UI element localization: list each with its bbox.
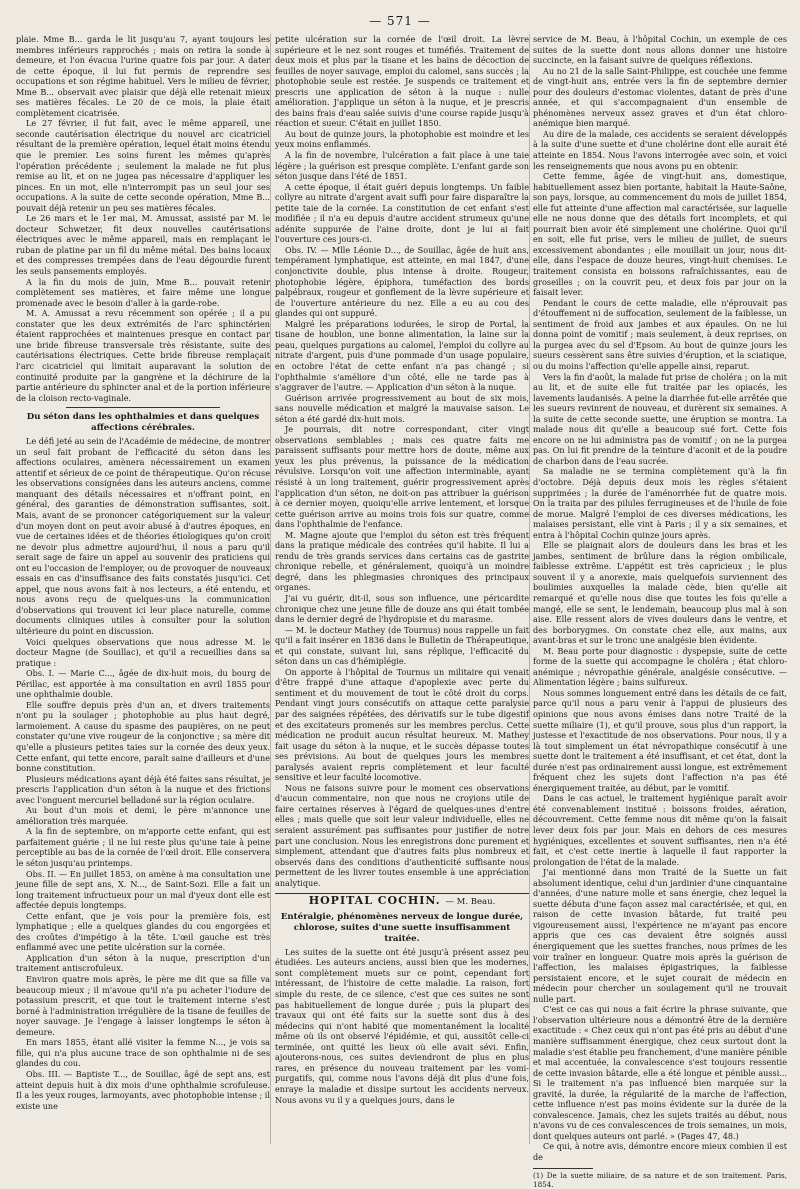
paragraph: Environ quatre mois après, le père me dit que sa fille va beaucoup mieux ; il m'avoue qu'il n'a pu acheter l'iodure de potassium prescrit, et que tout le traitement interne s'est borné à l'administration irrégulière de la tisane de feuilles de noyer sauvage. Je l'engage à laisser longtemps le séton à demeure. <box>16 974 270 1037</box>
paragraph: J'ai mentionné dans mon Traité de la Suette un fait absolument identique, celui d'un jardinier d'une cinquantaine d'années, d'une nature molle et sans énergie, chez lequel la suette débuta d'une façon assez mal caractérisée, et qui, en raison de cette invasion bâtarde, fut traité peu vigoureusement aussi, l'expérience ne m'ayant pas encore appris que ces cas devaient être soignés aussi énergiquement que les suettes franches, nous prîmes de les voir traîner en longueur. Quatre mois après la guérison de l'affection, les malaises épigastriques, la faiblesse persistaient encore, et le sujet courait de médecin en médecin pour chercher un soulagement qu'il ne trouvait nulle part. <box>533 867 787 1004</box>
paragraph: Nous sommes longuement entré dans les détails de ce fait, parce qu'il nous a paru venir à l'appui de plusieurs des opinions que nous avons émises dans notre Traité de la suette miliaire (1), et qu'il prouve, sous plus d'un rapport, la justesse et l'exactitude de nos observations. Pour nous, il y a là tout simplement un état névropathique consécutif à une suette dont le traitement a été insuffisant, et cet état, dont la durée n'est pas ordinairement aussi longue, est extrêmement fréquent chez les sujets dont l'affection n'a pas été énergiquement traitée, au début, par le vomitif. <box>533 687 787 793</box>
paragraph: Au bout d'un mois et demi, le père m'annonce une amélioration très marquée. <box>16 805 270 826</box>
paragraph: Nous ne faisons suivre pour le moment ces observations d'aucun commentaire, non que nous ne croyions utile de faire certaines réserves à l'égard de quelques-unes d'entre elles ; mais quelle que soit leur valeur individuelle, elles ne seraient assurément pas suffisantes pour justifier de notre part une conclusion. Nous les enregistrons donc purement et simplement, attendant que d'autres faits plus nombreux et observés dans des conditions d'authenticité suffisante nous permettent de les livrer toutes ensemble à une appréciation analytique. <box>275 782 529 888</box>
column-divider <box>270 34 271 1144</box>
hospital-author: — M. Beau. <box>445 897 496 908</box>
paragraph: service de M. Beau, à l'hôpital Cochin, un exemple de ces suites de la suette dont nous allons donner une histoire succincte, en la faisant suivre de quelques réflexions. <box>533 34 787 66</box>
paragraph: Vers la fin d'août, la malade fut prise de choléra ; on la mit au lit, et de suite elle fut traitée par les opiacés, les lavements laudanisés. A peine la diarrhée fut-elle arrêtée que les sueurs revinrent de nouveau, et durèrent six semaines. A la suite de cette seconde suette, une éruption se montra. La malade nous dit qu'elle a beaucoup sué fort. Cette fois encore on ne lui administra pas de vomitif ; on ne la purgea pas. On lui fit prendre de la teinture d'aconit et de la poudre de charbon dans de l'eau sucrée. <box>533 371 787 466</box>
paragraph: C'est ce cas qui nous a fait écrire la phrase suivante, que l'observation ultérieure nous a démontré être de la dernière exactitude : « Chez ceux qui n'ont pas été pris au début d'une manière suffisamment énergique, chez ceux surtout dont la maladie s'est établie peu franchement, d'une manière pénible et mal accentuée, la convalescence s'est toujours ressentie de cette invasion bâtarde, elle a été longue et pénible aussi... Si le traitement n'a pas influencé bien marquée sur la gravité, la durée, la régularité de la marche de l'affection, cette influence n'est pas moins évidente sur la durée de la convalescence. Jamais, chez les sujets traités au début, nous n'avons vu de ces convalescences de trois semaines, un mois, dont quelques auteurs ont parlé. » (Pages 47, 48.) <box>533 1004 787 1141</box>
footnote: (1) De la suette miliaire, de sa nature et de son traitement. Paris, 1854. <box>533 1170 787 1189</box>
paragraph: Ce qui, à notre avis, démontre encore mieux combien il est de <box>533 1141 787 1162</box>
paragraph: Pendant le cours de cette maladie, elle n'éprouvait pas d'étouffement ni de suffocation, seulement de la faiblesse, un sentiment de froid aux jambes et aux épaules. On ne lui donna point de vomitif ; mais seulement, à deux reprises, on la purgea avec du sel d'Epsom. Au bout de quinze jours les sueurs cessèrent sans être suivies d'éruption, et la sciatique, ou du moins l'affection qu'elle appelle ainsi, reparut. <box>533 297 787 371</box>
paragraph: Obs. I. — Marie C..., âgée de dix-huit mois, du bourg de Périllac, est apportée à ma consultation en avril 1855 pour une ophthalmie double. <box>16 668 270 700</box>
paragraph: Cette enfant, que je vois pour la première fois, est lymphatique ; elle a quelques glandes du cou engorgées et des croûtes d'impétigo à la tête. L'œil gauche est très enflammé avec une petite ulcération sur la cornée. <box>16 910 270 953</box>
paragraph: Je pourrais, dit notre correspondant, citer vingt observations semblables ; mais ces quatre faits me paraissent suffisants pour mettre hors de doute, même aux yeux les plus prévenus, la puissance de la médication révulsive. Lorsqu'on voit une affection interminable, ayant résisté à un long traitement, guérir progressivement après l'application d'un séton, ne doit-on pas attribuer la guérison à ce dernier moyen, quoiqu'elle arrive lentement, et lorsque cette guérison arrive au moins trois fois sur quatre, comme dans l'ophthalmie de l'enfance. <box>275 424 529 530</box>
paragraph: Obs. III. — Baptiste T..., de Souillac, âgé de sept ans, est atteint depuis huit à dix mois d'une ophthalmie scrofuleuse. Il a les yeux rouges, larmoyants, avec photophobie intense ; il existe une <box>16 1068 270 1111</box>
paragraph: A la fin de septembre, on m'apporte cette enfant, qui est parfaitement guérie ; il ne lui reste plus qu'une taie à peine perceptible au bas de la cornée de l'œil droit. Elle conservera le séton jusqu'au printemps. <box>16 826 270 869</box>
paragraph: En mars 1855, étant allé visiter la femme N..., je vois sa fille, qui n'a plus aucune trace de son ophthalmie ni de ses glandes du cou. <box>16 1037 270 1069</box>
hospital-name: HOPITAL COCHIN. <box>308 894 441 908</box>
paragraph: A la fin du mois de juin, Mme B... pouvait retenir complètement ses matières, et faire même une longue promenade avec le besoin d'aller à la garde-robe. <box>16 276 270 308</box>
paragraph: Guérison arrivée progressivement au bout de six mois, sans nouvelle médication et malgré la mauvaise saison. Le séton a été gardé dix-huit mois. <box>275 392 529 424</box>
paragraph: Plusieurs médications ayant déjà été faites sans résultat, je prescris l'application d'un séton à la nuque et des frictions avec l'onguent mercuriel belladoné sur la région oculaire. <box>16 773 270 805</box>
paragraph: Obs. IV. — Mlle Léonie D..., de Souillac, âgée de huit ans, tempérament lymphatique, est atteinte, en mai 1847, d'une conjonctivite double, plus intense à droite. Rougeur, photophobie légère, épiphora, tuméfaction des bords palpébraux, rougeur et gonflement de la lèvre supérieure et de l'ouverture antérieure du nez. Elle a eu au cou des glandes qui ont suppuré. <box>275 244 529 319</box>
column-right <box>533 34 787 1189</box>
paragraph: Le 27 février, il fut fait, avec le même appareil, une seconde cautérisation électrique du nouvel arc cicatriciel résultant de la première opération, lequel était moins étendu que le premier. Les soins furent les mêmes qu'après l'opération précédente ; seulement la malade ne fut plus remise au lit, et on ne jugea pas nécessaire d'appliquer les pinces. En un mot, elle n'interrompit pas un seul jour ses occupations. A la suite de cette seconde opération, Mme B... pouvait déjà retenir un peu ses matières fécales. <box>16 118 270 213</box>
paragraph: A cette époque, il était guéri depuis longtemps. Un faible collyre au nitrate d'argent avait suffi pour faire disparaître la petite taie de la cornée. La constitution de cet enfant s'est modifiée ; il n'a eu depuis d'autre accident strumeux qu'une adénite suppurée de l'aine droite, dont je lui ai fait l'ouverture ces jours-ci. <box>275 181 529 245</box>
hospital-heading <box>275 896 529 908</box>
section-title: Entéralgie, phénomènes nerveux de longue durée, chlorose, suites d'une suette insuffisamment traitée. <box>280 911 524 944</box>
paragraph: Malgré les préparations iodurées, le sirop de Portal, la tisane de houblon, une bonne alimentation, la laine sur la peau, quelques purgations au calomel, l'emploi du collyre au nitrate d'argent, puis d'une pommade d'un usage populaire, en octobre l'état de cette enfant n'a pas changé ; si l'ophthalmie s'améliore d'un côté, elle ne tarde pas à s'aggraver de l'autre. — Application d'un séton à la nuque. <box>275 318 529 393</box>
section-title: Du séton dans les ophthalmies et dans quelques affections cérébrales. <box>26 412 260 434</box>
column-divider <box>529 34 530 1144</box>
paragraph: Elle souffre depuis près d'un an, et divers traitements n'ont pu la soulager ; photophobie au plus haut degré, larmoiement. A cause du spasme des paupières, on ne peut constater qu'une vive rougeur de la conjonctive ; sa mère dit qu'elle a plusieurs petites taies sur la cornée des deux yeux. Cette enfant, qui tette encore, paraît saine d'ailleurs et d'une bonne constitution. <box>16 699 270 774</box>
column-left <box>16 34 270 1149</box>
paragraph: On apporte à l'hôpital de Tournus un militaire qui venait d'être frappé d'une attaque d'apoplexie avec perte du sentiment et du mouvement de tout le côté droit du corps. Pendant vingt jours consécutifs on attaque cette paralysie par des saignées répétées, des dérivatifs sur le tube digestif et des excitateurs promenés sur les membres perclus. Cette médication ne produit aucun résultat heureux. M. Mathey fait usage du séton à la nuque, et le succès dépasse toutes ses prévisions. Au bout de quelques jours les membres paralysés avaient repris complètement et leur faculté sensitive et leur faculté locomotive. <box>275 666 529 783</box>
page-number: — 571 — <box>369 14 431 28</box>
paragraph: Au dire de la malade, ces accidents se seraient développés à la suite d'une suette et d'une cholérine dont elle aurait été atteinte en 1854. Nous l'avons interrogée avec soin, et voici les renseignements que nous avons pu en obtenir. <box>533 128 787 171</box>
paragraph: Au no 21 de la salle Saint-Philippe, est couchée une femme de vingt-huit ans, entrée vers la fin de septembre dernier pour des douleurs d'estomac violentes, datant de près d'une année, et qui s'accompagnaient d'un ensemble de phénomènes nerveux assez graves et d'un état chloro-anémique bien marqué. <box>533 65 787 129</box>
paragraph: Cette femme, âgée de vingt-huit ans, domestique, habituellement assez bien portante, habitait la Haute-Saône, son pays, lorsque, au commencement du mois de juillet 1854, elle fut atteinte d'une affection mal caractérisée, sur laquelle elle ne nous donne que des détails fort incomplets, et qui pourrait bien avoir été simplement une cholérine. Quoi qu'il en soit, elle fut prise, vers le milieu de juillet, de sueurs excessivement abondantes ; elle mouillait un jour, nous dit-elle, dans l'espace de douze heures, vingt-huit chemises. Le traitement consista en boissons rafraîchissantes, eau de groseilles ; on la couvrit peu, et deux fois par jour on la faisait lever. <box>533 171 787 298</box>
paragraph: petite ulcération sur la cornée de l'œil droit. La lèvre supérieure et le nez sont rouges et tuméfiés. Traitement de deux mois et plus par la tisane et les bains de décoction de feuilles de noyer sauvage, emploi du calomel, sans succès ; la photophobie seule est restée. Je suspends ce traitement et prescris une application de séton à la nuque : nulle amélioration. J'applique un séton à la nuque, et je prescris des bains frais d'eau salée suivis d'une course rapide jusqu'à réaction et sueur. C'était en juillet 1850. <box>275 34 529 129</box>
paragraph: Le défi jeté au sein de l'Académie de médecine, de montrer un seul fait probant de l'efficacité du séton dans les affections oculaires, amènera nécessairement un examen attentif et sérieux de ce point de thérapeutique. Qu'on récuse les observations consignées dans les auteurs anciens, comme manquant des détails nécessaires et n'offrant point, en général, des garanties de démonstration suffisantes, soit. Mais, avant de se prononcer catégoriquement sur la valeur d'un moyen dont on peut avoir abusé à d'autres époques, en vue de certaines idées et de théories étiologiques qu'on croit ne devoir plus admettre aujourd'hui, il nous a paru qu'il serait sage de faire un appel au souvenir des praticiens qui ont eu l'occasion de l'employer, ou de provoquer de nouveaux essais en cas d'insuffisance des faits constatés jusqu'ici. Cet appel, que nous avons fait à nos lecteurs, a été entendu, et nous avons reçu de quelques-uns la communication d'observations qui trouvent ici leur place naturelle, comme documents cliniques utiles à consulter pour la solution ultérieure du point en discussion. <box>16 436 271 636</box>
paragraph: M. A. Amussat a revu récemment son opérée ; il a pu constater que les deux extrémités de l'arc sphinctérien étaient rapprochées et maintenues presque en contact par une bride fibreuse transversale très résistante, suite des cautérisations électriques. Cette bride fibreuse remplaçait l'arc cicatriciel qui limitait auparavant la solution de continuité produite par la gangrène et la déchirure de la partie antérieure du sphincter anal et de la portion inférieure de la cloison recto-vaginale. <box>16 308 270 403</box>
paragraph: Dans le cas actuel, le traitement hygiénique paraît avoir été convenablement institué : boissons froides, aération, découvrement. Cette femme nous dit même qu'on la faisait lever deux fois par jour. Mais en dehors de ces mesures hygiéniques, excellentes et souvent suffisantes, rien n'a été fait, et c'est cette inertie à laquelle il faut rapporter la prolongation de l'état de la malade. <box>533 793 787 867</box>
footnote-rule <box>533 1168 593 1169</box>
section-rule <box>66 407 220 408</box>
paragraph: Application d'un séton à la nuque, prescription d'un traitement antiscrofuleux. <box>16 952 270 974</box>
paragraph: Au bout de quinze jours, la photophobie est moindre et les yeux moins enflammés. <box>275 128 529 150</box>
paragraph: J'ai vu guérir, dit-il, sous son influence, une péricardite chronique chez une jeune fille de douze ans qui était tombée dans le dernier degré de l'hydropisie et du marasme. <box>275 592 529 625</box>
paragraph: plaie. Mme B... garda le lit jusqu'au 7, ayant toujours les membres inférieurs rapprochés ; mais on retira la sonde à demeure, et l'on évacua l'urine quatre fois par jour. A dater de cette époque, il lui fut permis de reprendre ses occupations et son régime habituel. Vers le milieu de février, Mme B... observait avec plaisir que déjà elle retenait mieux ses matières fécales. Le 20 de ce mois, la plaie était complètement cicatrisée. <box>16 34 270 118</box>
paragraph: M. Magne ajoute que l'emploi du séton est très fréquent dans la pratique médicale des contrées qu'il habite. Il lui a rendu de très grands services dans certains cas de gastrite chronique rebelle, et généralement, quoiqu'à un moindre degré, dans les phlegmasies chroniques des principaux organes. <box>275 529 529 593</box>
paragraph: Le 26 mars et le 1er mai, M. Amussat, assisté par M. le docteur Schwetzer, fit deux nouvelles cautérisations électriques avec le même appareil, mais en remplaçant le ruban de platine par un fil du même métal. Des bains locaux et des compresses trempées dans de l'eau dégourdie furent les seuls pansements employés. <box>16 213 270 277</box>
paragraph: Sa maladie ne se termina complètement qu'à la fin d'octobre. Déjà depuis deux mois les règles s'étaient supprimées ; la durée de l'aménorrhée fut de quatre mois. On la traita par des pilules ferrugineuses et de l'huile de foie de morue. Malgré l'emploi de ces diverses médications, les malaises persistant, elle vint à Paris ; il y a six semaines, et entra à l'hôpital Cochin quinze jours après. <box>533 466 787 540</box>
paragraph: Les suites de la suette ont été jusqu'à présent assez peu étudiées. Les auteurs anciens, aussi bien que les modernes, sont complètement muets sur ce point, cependant fort intéressant, de l'histoire de cette maladie. La raison, fort simple du reste, de ce silence, c'est que ces suites ne sont pas habituellement de longue durée ; puis la plupart des travaux qui ont été faits sur la suette sont dus à des médecins qui n'ont habité que momentanément la localité même où ils ont observé l'épidémie, et qui, aussitôt celle-ci terminée, ont quitté les lieux où elle avait sévi. Enfin, ajouterons-nous, ces suites deviendront de plus en plus rares, en présence du nouveau traitement par les vomi-purgatifs, qui, comme nous l'avons déjà dit plus d'une fois, enraye la maladie et dissipe surtout les accidents nerveux. Nous avons vu il y a quelques jours, dans le <box>275 946 529 1105</box>
paragraph: A la fin de novembre, l'ulcération a fait place à une taie légère ; la guérison est presque complète. L'enfant garde son séton jusque dans l'été de 1851. <box>275 150 529 182</box>
paragraph: — M. le docteur Mathey (de Tournus) nous rappelle un fait qu'il a fait insérer en 1836 dans le Bulletin de Thérapeutique, et qui constate, suivant lui, sans réplique, l'efficacité du séton dans un cas d'hémiplégie. <box>275 624 529 667</box>
paragraph: Voici quelques observations que nous adresse M. le docteur Magne (de Souillac), et qu'il a recueillies dans sa pratique : <box>16 636 270 668</box>
paragraph: Elle se plaignait alors de douleurs dans les bras et les jambes, sentiment de brûlure dans la région ombilicale, faiblesse extrême. L'appétit est très capricieux ; le plus souvent il y a anorexie, mais quelquefois surviennent des boulimies auxquelles la malade cède, bien qu'elle ait remarqué et qu'elle nous dise que toutes les fois qu'elle a mangé, elle se sent, le lendemain, beaucoup plus mal à son aise. Elle ressent alors de vives douleurs dans le ventre, et des borborygmes. On constate chez elle, aux mains, aux avant-bras et sur le tronc une analgésie bien évidente. <box>533 540 787 646</box>
column-middle <box>275 34 529 1149</box>
paragraph: Obs. II. — En juillet 1853, on amène à ma consultation une jeune fille de sept ans, X. N..., de Saint-Sozi. Elle a fait un long traitement infructueux pour un mal d'yeux dont elle est affectée depuis longtemps. <box>16 868 270 911</box>
paragraph: M. Beau porte pour diagnostic : dyspepsie, suite de cette forme de la suette qui accompagne le choléra ; état chloro-anémique ; névropathie générale, analgésie consécutive. — Alimentation légère ; bains sulfureux. <box>533 645 787 688</box>
